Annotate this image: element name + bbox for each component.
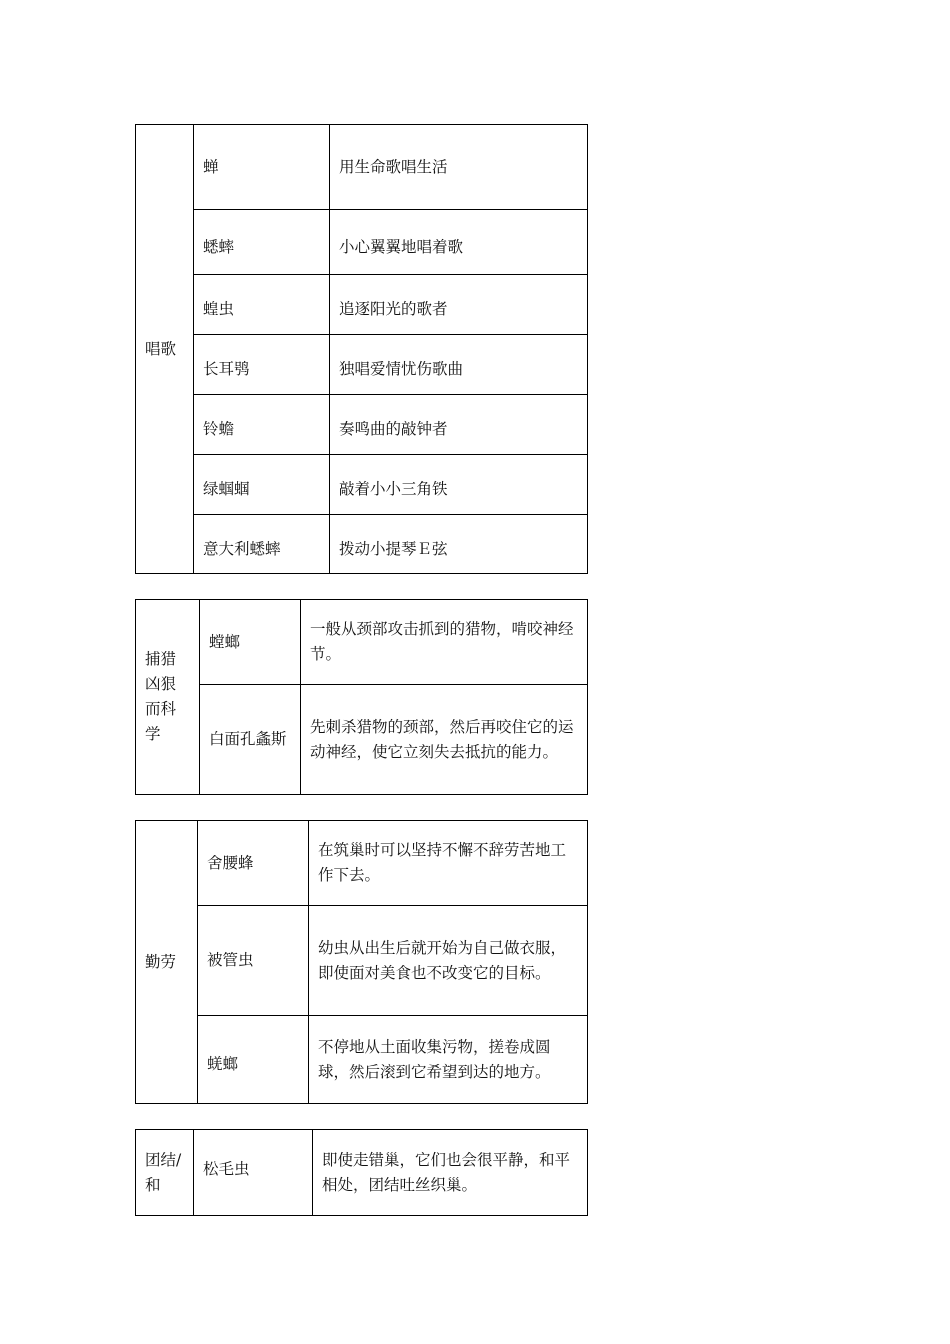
table-row	[136, 125, 588, 210]
table-singing	[135, 124, 588, 574]
table-row	[136, 600, 588, 685]
description-cell: 先刺杀猎物的颈部，然后再咬住它的运动神经，使它立刻失去抵抗的能力。	[301, 685, 588, 795]
insect-cell: 舍腰蜂	[198, 821, 309, 906]
table-unity	[135, 1129, 588, 1216]
description-cell: 即使走错巢，它们也会很平静，和平相处，团结吐丝织巢。	[313, 1130, 588, 1216]
insect-cell: 白面孔螽斯	[200, 685, 301, 795]
insect-cell: 蝉	[194, 125, 330, 210]
table-row	[136, 395, 588, 455]
description-cell: 敲着小小三角铁	[330, 455, 588, 515]
table-row	[136, 335, 588, 395]
table-row	[136, 455, 588, 515]
category-cell: 唱歌	[136, 125, 194, 574]
description-cell: 在筑巢时可以坚持不懈不辞劳苦地工作下去。	[309, 821, 588, 906]
description-cell: 追逐阳光的歌者	[330, 275, 588, 335]
insect-cell: 蟋蟀	[194, 210, 330, 275]
table-row	[136, 906, 588, 1016]
description-cell: 小心翼翼地唱着歌	[330, 210, 588, 275]
table-diligent	[135, 820, 588, 1104]
category-cell: 捕猎凶狠而科学	[136, 600, 200, 795]
insect-cell: 长耳鸮	[194, 335, 330, 395]
table-row	[136, 1016, 588, 1104]
table-row	[136, 1130, 588, 1216]
insect-cell: 螳螂	[200, 600, 301, 685]
table-row	[136, 685, 588, 795]
description-cell: 一般从颈部攻击抓到的猎物，啃咬神经节。	[301, 600, 588, 685]
insect-cell: 蜣螂	[198, 1016, 309, 1104]
insect-cell: 铃蟾	[194, 395, 330, 455]
table-row	[136, 210, 588, 275]
description-cell: 奏鸣曲的敲钟者	[330, 395, 588, 455]
insect-cell: 意大利蟋蟀	[194, 515, 330, 574]
table-row	[136, 821, 588, 906]
table-row	[136, 515, 588, 574]
description-cell: 拨动小提琴Ｅ弦	[330, 515, 588, 574]
category-cell: 团结/和	[136, 1130, 194, 1216]
insect-cell: 被管虫	[198, 906, 309, 1016]
table-row	[136, 275, 588, 335]
description-cell: 幼虫从出生后就开始为自己做衣服，即使面对美食也不改变它的目标。	[309, 906, 588, 1016]
table-hunting	[135, 599, 588, 795]
insect-cell: 绿蝈蝈	[194, 455, 330, 515]
insect-cell: 蝗虫	[194, 275, 330, 335]
insect-cell: 松毛虫	[194, 1130, 313, 1216]
description-cell: 不停地从土面收集污物，搓卷成圆球，然后滚到它希望到达的地方。	[309, 1016, 588, 1104]
description-cell: 用生命歌唱生活	[330, 125, 588, 210]
description-cell: 独唱爱情忧伤歌曲	[330, 335, 588, 395]
category-cell: 勤劳	[136, 821, 198, 1104]
